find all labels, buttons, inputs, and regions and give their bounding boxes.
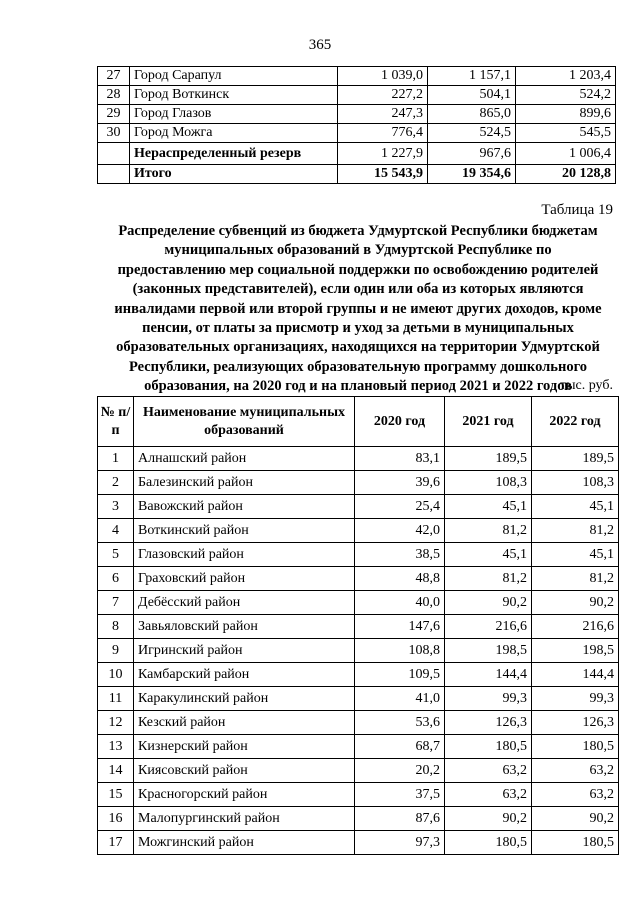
row-2021: 126,3 (445, 711, 532, 735)
row-2022: 216,6 (532, 615, 619, 639)
row-2021: 63,2 (445, 759, 532, 783)
row-2021: 180,5 (445, 735, 532, 759)
row-2022: 90,2 (532, 591, 619, 615)
row-name: Вавожский район (134, 495, 355, 519)
reserve-2022: 1 006,4 (516, 143, 616, 165)
row-2022: 144,4 (532, 663, 619, 687)
row-2020: 68,7 (355, 735, 445, 759)
row-name: Малопургинский район (134, 807, 355, 831)
row-name: Можгинский район (134, 831, 355, 855)
row-2022: 899,6 (516, 105, 616, 124)
row-2022: 81,2 (532, 519, 619, 543)
row-name: Балезинский район (134, 471, 355, 495)
row-index: 12 (98, 711, 134, 735)
row-name: Город Можга (130, 124, 338, 143)
row-index: 27 (98, 67, 130, 86)
row-name: Кизнерский район (134, 735, 355, 759)
row-2020: 20,2 (355, 759, 445, 783)
row-2022: 524,2 (516, 86, 616, 105)
row-2022: 198,5 (532, 639, 619, 663)
title-line: (законных представителей), если один или оба из которых являются (132, 281, 584, 298)
title-line: пенсии, от платы за присмотр и уход за детьми в муниципальных (142, 320, 574, 337)
row-index: 3 (98, 495, 134, 519)
header-idx: № п/п (98, 397, 134, 447)
row-2020: 37,5 (355, 783, 445, 807)
row-index: 1 (98, 447, 134, 471)
row-2020: 42,0 (355, 519, 445, 543)
row-2022: 108,3 (532, 471, 619, 495)
row-2020: 83,1 (355, 447, 445, 471)
row-2022: 63,2 (532, 759, 619, 783)
table-row (98, 495, 619, 519)
table-row (98, 735, 619, 759)
reserve-2021: 967,6 (428, 143, 516, 165)
table-title (98, 222, 618, 397)
title-line: образования, на 2020 год и на плановый период 2021 и 2022 годов (144, 378, 572, 395)
row-2020: 39,6 (355, 471, 445, 495)
row-2021: 81,2 (445, 519, 532, 543)
table-row (98, 783, 619, 807)
row-2021: 198,5 (445, 639, 532, 663)
table-row (98, 124, 616, 143)
row-2021: 189,5 (445, 447, 532, 471)
row-2020: 97,3 (355, 831, 445, 855)
reserve-idx (98, 143, 130, 165)
row-2022: 99,3 (532, 687, 619, 711)
row-2021: 216,6 (445, 615, 532, 639)
row-name: Киясовский район (134, 759, 355, 783)
total-row (98, 165, 616, 184)
table-header-row (98, 397, 619, 447)
table-row (98, 543, 619, 567)
title-line: Распределение субвенций из бюджета Удмуртской Республики бюджетам (118, 223, 598, 239)
reserve-name: Нераспределенный резерв (130, 143, 338, 165)
table-row (98, 591, 619, 615)
total-name: Итого (130, 165, 338, 184)
continued-table-body (98, 67, 616, 143)
row-index: 30 (98, 124, 130, 143)
row-2021: 90,2 (445, 591, 532, 615)
row-2020: 247,3 (338, 105, 428, 124)
title-line: образовательных организациях, находящихся на территории Удмуртской (116, 339, 600, 356)
row-2022: 63,2 (532, 783, 619, 807)
table-row (98, 807, 619, 831)
row-index: 17 (98, 831, 134, 855)
row-name: Кезский район (134, 711, 355, 735)
row-2021: 865,0 (428, 105, 516, 124)
row-2020: 87,6 (355, 807, 445, 831)
row-2020: 40,0 (355, 591, 445, 615)
table-row (98, 519, 619, 543)
subvention-table (97, 396, 619, 855)
row-2022: 81,2 (532, 567, 619, 591)
row-2020: 109,5 (355, 663, 445, 687)
row-name: Глазовский район (134, 543, 355, 567)
row-2022: 126,3 (532, 711, 619, 735)
row-index: 15 (98, 783, 134, 807)
row-name: Дебёсский район (134, 591, 355, 615)
row-2021: 144,4 (445, 663, 532, 687)
row-name: Алнашский район (134, 447, 355, 471)
table-row (98, 67, 616, 86)
row-name: Граховский район (134, 567, 355, 591)
title-line: муниципальных образований в Удмуртской Республике по (164, 242, 552, 259)
row-name: Город Глазов (130, 105, 338, 124)
table-row (98, 567, 619, 591)
row-2022: 45,1 (532, 543, 619, 567)
row-name: Завьяловский район (134, 615, 355, 639)
row-index: 2 (98, 471, 134, 495)
row-index: 29 (98, 105, 130, 124)
reserve-row (98, 143, 616, 165)
row-2022: 1 203,4 (516, 67, 616, 86)
row-2022: 545,5 (516, 124, 616, 143)
subvention-table-body (98, 447, 619, 855)
table-row (98, 759, 619, 783)
table-row (98, 711, 619, 735)
table-row (98, 105, 616, 124)
title-line: предоставлению мер социальной поддержки по освобождению родителей (117, 261, 599, 278)
row-2021: 99,3 (445, 687, 532, 711)
row-index: 13 (98, 735, 134, 759)
row-name: Каракулинский район (134, 687, 355, 711)
row-index: 28 (98, 86, 130, 105)
row-name: Город Сарапул (130, 67, 338, 86)
row-2020: 25,4 (355, 495, 445, 519)
row-name: Воткинский район (134, 519, 355, 543)
row-2021: 1 157,1 (428, 67, 516, 86)
table-row (98, 831, 619, 855)
row-index: 6 (98, 567, 134, 591)
row-2020: 227,2 (338, 86, 428, 105)
row-2022: 180,5 (532, 831, 619, 855)
table-row (98, 687, 619, 711)
table-label: Таблица 19 (541, 202, 613, 218)
row-2020: 48,8 (355, 567, 445, 591)
row-2020: 147,6 (355, 615, 445, 639)
row-index: 7 (98, 591, 134, 615)
row-2021: 45,1 (445, 543, 532, 567)
row-index: 14 (98, 759, 134, 783)
row-2021: 90,2 (445, 807, 532, 831)
row-2021: 63,2 (445, 783, 532, 807)
row-index: 16 (98, 807, 134, 831)
row-2020: 38,5 (355, 543, 445, 567)
row-name: Камбарский район (134, 663, 355, 687)
title-line: инвалидами первой или второй группы и не имеют других доходов, кроме (114, 300, 602, 317)
row-2022: 180,5 (532, 735, 619, 759)
row-index: 11 (98, 687, 134, 711)
row-2021: 81,2 (445, 567, 532, 591)
row-2020: 1 039,0 (338, 67, 428, 86)
table-row (98, 615, 619, 639)
row-index: 4 (98, 519, 134, 543)
header-2021: 2021 год (445, 397, 532, 447)
units-label: тыс. руб. (560, 378, 613, 393)
reserve-2020: 1 227,9 (338, 143, 428, 165)
table-row (98, 639, 619, 663)
row-index: 5 (98, 543, 134, 567)
page-number: 365 (308, 37, 332, 53)
row-2021: 504,1 (428, 86, 516, 105)
total-2020: 15 543,9 (338, 165, 428, 184)
total-2021: 19 354,6 (428, 165, 516, 184)
row-name: Красногорский район (134, 783, 355, 807)
row-index: 8 (98, 615, 134, 639)
row-2021: 180,5 (445, 831, 532, 855)
title-line: Республики, реализующих образовательную программу дошкольного (128, 358, 588, 375)
row-2021: 45,1 (445, 495, 532, 519)
row-name: Игринский район (134, 639, 355, 663)
total-idx (98, 165, 130, 184)
header-2020: 2020 год (355, 397, 445, 447)
row-index: 10 (98, 663, 134, 687)
header-name: Наименование муниципальных образований (134, 397, 355, 447)
row-2022: 90,2 (532, 807, 619, 831)
header-2022: 2022 год (532, 397, 619, 447)
row-2022: 45,1 (532, 495, 619, 519)
table-row (98, 447, 619, 471)
row-2020: 41,0 (355, 687, 445, 711)
table-row (98, 471, 619, 495)
row-2020: 53,6 (355, 711, 445, 735)
row-2021: 108,3 (445, 471, 532, 495)
row-2020: 776,4 (338, 124, 428, 143)
table-row (98, 86, 616, 105)
continued-table (97, 66, 616, 184)
continued-table-summary (98, 143, 616, 184)
row-2020: 108,8 (355, 639, 445, 663)
row-index: 9 (98, 639, 134, 663)
row-name: Город Воткинск (130, 86, 338, 105)
row-2021: 524,5 (428, 124, 516, 143)
total-2022: 20 128,8 (516, 165, 616, 184)
row-2022: 189,5 (532, 447, 619, 471)
table-row (98, 663, 619, 687)
